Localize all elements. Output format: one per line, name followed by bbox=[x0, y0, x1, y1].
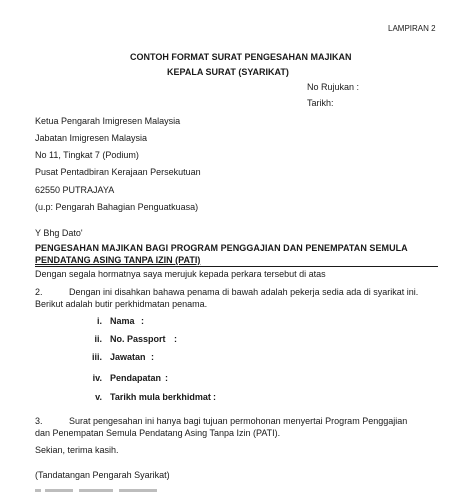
item-label-start-date: Tarikh mula berkhidmat bbox=[110, 392, 211, 402]
subject-line-1: PENGESAHAN MAJIKAN BAGI PROGRAM PENGGAJIAN DAN PENEMPATAN SEMULA bbox=[35, 243, 408, 253]
paragraph-2-line-1: Dengan ini disahkan bahawa penama di bawah adalah pekerja sedia ada di syarikat ini. bbox=[69, 287, 419, 297]
item-colon-2: : bbox=[174, 334, 177, 344]
item-colon-4: : bbox=[165, 373, 168, 383]
item-number-4: iv. bbox=[92, 373, 102, 383]
item-colon-5: : bbox=[213, 392, 216, 402]
address-line-1: Ketua Pengarah Imigresen Malaysia bbox=[35, 116, 181, 126]
item-number-5: v. bbox=[95, 392, 102, 402]
address-line-6: (u.p: Pengarah Bahagian Penguatkuasa) bbox=[35, 202, 199, 212]
document-title: CONTOH FORMAT SURAT PENGESAHAN MAJIKAN bbox=[130, 52, 352, 62]
signature-line: (Tandatangan Pengarah Syarikat) bbox=[35, 470, 170, 480]
address-line-4: Pusat Pentadbiran Kerajaan Persekutuan bbox=[35, 167, 201, 177]
reference-number-label: No Rujukan : bbox=[307, 82, 360, 92]
item-number-3: iii. bbox=[91, 352, 102, 362]
address-line-2: Jabatan Imigresen Malaysia bbox=[35, 133, 148, 143]
item-label-position: Jawatan bbox=[110, 352, 146, 362]
subject-line-2: PENDATANG ASING TANPA IZIN (PATI) bbox=[35, 255, 201, 265]
item-colon-3: : bbox=[151, 352, 154, 362]
paragraph-3-number: 3. bbox=[35, 416, 43, 426]
closing-text: Sekian, terima kasih. bbox=[35, 445, 119, 455]
item-number-2: ii. bbox=[94, 334, 102, 344]
item-number-1: i. bbox=[96, 316, 102, 326]
cropped-text-fragment bbox=[35, 489, 165, 497]
item-label-income: Pendapatan bbox=[110, 373, 162, 383]
address-line-5: 62550 PUTRAJAYA bbox=[35, 185, 115, 195]
paragraph-2-number: 2. bbox=[35, 287, 43, 297]
lampiran-label: LAMPIRAN 2 bbox=[388, 24, 436, 33]
intro-paragraph: Dengan segala hormatnya saya merujuk kepada perkara tersebut di atas bbox=[35, 269, 326, 279]
letterhead-label: KEPALA SURAT (SYARIKAT) bbox=[167, 67, 289, 77]
item-colon-1: : bbox=[141, 316, 144, 326]
address-line-3: No 11, Tingkat 7 (Podium) bbox=[35, 150, 139, 160]
item-label-name: Nama bbox=[110, 316, 135, 326]
subject-underline bbox=[35, 266, 438, 267]
date-label: Tarikh: bbox=[307, 98, 334, 108]
salutation: Y Bhg Dato' bbox=[35, 228, 83, 238]
item-label-passport: No. Passport bbox=[110, 334, 166, 344]
paragraph-3-line-2: dan Penempatan Semula Pendatang Asing Tanpa Izin (PATI). bbox=[35, 428, 281, 438]
paragraph-3-line-1: Surat pengesahan ini hanya bagi tujuan permohonan menyertai Program Penggajian bbox=[69, 416, 408, 426]
paragraph-2-line-2: Berikut adalah butir perkhidmatan penama. bbox=[35, 299, 208, 309]
